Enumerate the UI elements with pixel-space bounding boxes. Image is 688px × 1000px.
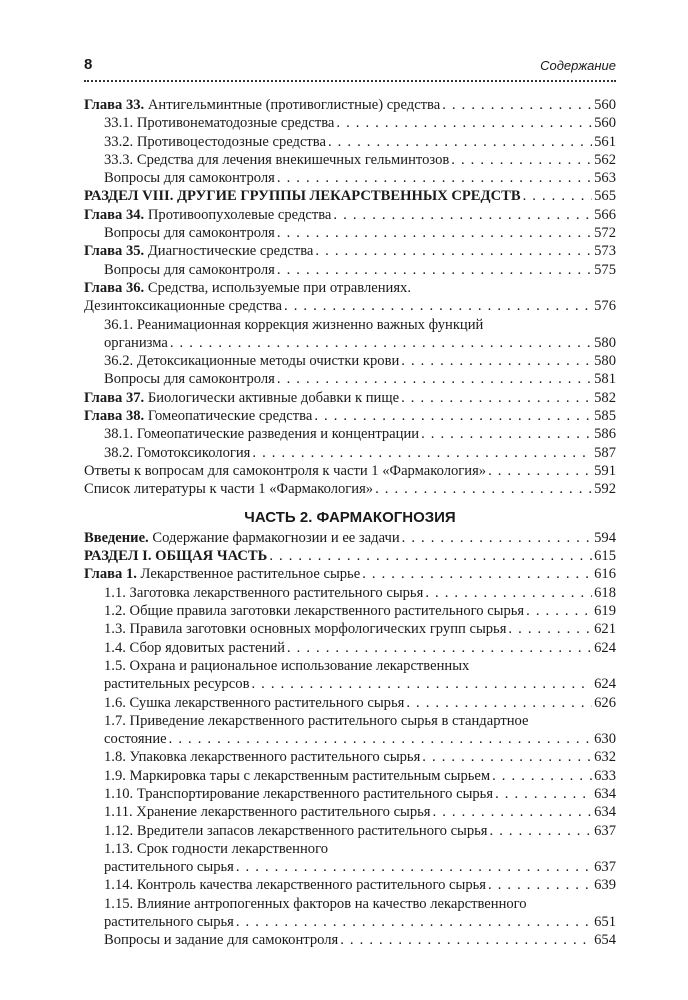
- dot-leader: [328, 133, 592, 151]
- toc-entry-label: [84, 206, 331, 224]
- dot-leader: [421, 425, 592, 443]
- toc-entry-title: Содержание фармакогнозии и ее задачи: [148, 529, 400, 546]
- toc-entry-label: [104, 620, 506, 638]
- toc-entry-title: 1.1. Заготовка лекарственного растительного сырья: [104, 584, 424, 601]
- toc-entry-label: [104, 767, 490, 785]
- toc-entry-page: 560: [594, 97, 616, 113]
- toc-entry[interactable]: [84, 565, 616, 583]
- toc-entry[interactable]: [84, 657, 616, 675]
- toc-entry-page: 566: [594, 206, 616, 223]
- toc-entry-chapter: Глава 36.: [84, 279, 145, 296]
- toc-entry-title: Список литературы к части 1 «Фармакология»: [84, 481, 374, 498]
- part-2-heading: ЧАСТЬ 2. ФАРМАКОГНОЗИЯ: [244, 508, 456, 526]
- toc-entry[interactable]: [84, 822, 616, 840]
- toc-entry-label: [104, 425, 419, 443]
- toc-entry-label: [104, 712, 528, 730]
- toc-entry[interactable]: [84, 876, 616, 894]
- toc-entry-title: растительного сырья: [104, 914, 234, 931]
- dot-leader: [375, 480, 592, 498]
- toc-entry-page: 634: [594, 785, 616, 802]
- toc-entry-title: 1.14. Контроль качества лекарственного растительного сырья: [104, 877, 486, 894]
- toc-entry-chapter: Глава 37.: [84, 389, 145, 406]
- toc-entry[interactable]: [84, 785, 616, 803]
- toc-entry-page: 586: [594, 426, 616, 443]
- dot-leader: [277, 261, 592, 279]
- toc-entry-title: состояние: [104, 731, 167, 748]
- dot-leader: [236, 858, 592, 876]
- toc-entry-label: [104, 639, 285, 657]
- toc-entry-title: 1.15. Влияние антропогенных факторов на качество лекарственного: [104, 895, 527, 912]
- toc-entry-title: 1.4. Сбор ядовитых растений: [104, 639, 285, 656]
- toc-entry-label: [104, 584, 423, 602]
- dot-leader: [340, 931, 592, 949]
- dot-leader: [287, 639, 592, 657]
- toc-entry-title: Антигельминтные (противоглистные) средства: [144, 97, 441, 113]
- dot-leader: [425, 584, 592, 602]
- toc-entry[interactable]: [84, 529, 616, 547]
- page-header: [84, 52, 616, 82]
- toc-entry-title: 1.8. Упаковка лекарственного растительного сырья: [104, 749, 421, 766]
- toc-entry[interactable]: [84, 913, 616, 931]
- toc-part-1: [84, 96, 616, 499]
- toc-entry[interactable]: [84, 620, 616, 638]
- toc-entry-chapter: Глава 35.: [84, 243, 145, 260]
- toc-entry[interactable]: [84, 858, 616, 876]
- toc-entry-title: растительных ресурсов: [104, 676, 250, 693]
- toc-entry-label: [104, 316, 483, 334]
- toc-entry[interactable]: [84, 639, 616, 657]
- toc-entry-page: 575: [594, 261, 616, 278]
- toc-entry[interactable]: [84, 352, 616, 370]
- toc-entry-label: [104, 657, 469, 675]
- toc-entry-label: [104, 151, 449, 169]
- dot-leader: [269, 547, 592, 565]
- toc-entry-page: 632: [594, 749, 616, 766]
- toc-entry-page: 587: [594, 444, 616, 461]
- toc-entry-page: 562: [594, 151, 616, 168]
- toc-entry-page: 592: [594, 481, 616, 498]
- toc-entry[interactable]: [84, 187, 616, 205]
- toc-entry-label: [84, 279, 411, 297]
- toc-entry-page: 621: [594, 621, 616, 638]
- toc-entry-label: [104, 334, 168, 352]
- toc-entry[interactable]: [84, 261, 616, 279]
- toc-entry[interactable]: [84, 444, 616, 462]
- toc-entry-label: [104, 694, 404, 712]
- toc-entry-page: 591: [594, 462, 616, 479]
- dot-leader: [402, 529, 592, 547]
- dot-leader: [401, 352, 592, 370]
- toc-entry-page: 630: [594, 731, 616, 748]
- toc-entry-label: [104, 822, 488, 840]
- dot-leader: [451, 151, 592, 169]
- toc-entry[interactable]: [84, 224, 616, 242]
- toc-entry-page: 560: [594, 115, 616, 132]
- toc-entry[interactable]: [84, 547, 616, 565]
- toc-entry-page: 581: [594, 371, 616, 388]
- toc-entry[interactable]: [84, 407, 616, 425]
- dot-leader: [490, 822, 593, 840]
- toc-entry-label: [84, 242, 313, 260]
- toc-entry[interactable]: [84, 114, 616, 132]
- toc-entry-chapter: Глава 1.: [84, 566, 137, 583]
- toc-entry-title: Вопросы для самоконтроля: [104, 261, 275, 278]
- dot-leader: [508, 620, 592, 638]
- toc-entry-title: 1.6. Сушка лекарственного растительного сырья: [104, 694, 405, 711]
- toc-entry[interactable]: [84, 462, 616, 480]
- toc-entry-label: [84, 187, 521, 205]
- toc-entry-page: 624: [594, 676, 616, 693]
- toc-entry-title: 38.1. Гомеопатические разведения и концентрации: [104, 426, 420, 443]
- dot-leader: [362, 565, 592, 583]
- toc-entry-page: 637: [594, 859, 616, 876]
- dot-leader: [442, 96, 592, 114]
- dot-leader: [433, 803, 593, 821]
- toc-entry-label: [104, 370, 275, 388]
- dot-leader: [422, 748, 592, 766]
- dot-leader: [333, 206, 592, 224]
- toc-entry[interactable]: [84, 712, 616, 730]
- toc-entry-page: 619: [594, 603, 616, 620]
- dot-leader: [523, 187, 593, 205]
- toc-entry-title: 1.9. Маркировка тары с лекарственным растительным сырьем: [104, 767, 491, 784]
- dot-leader: [277, 224, 592, 242]
- toc-entry-page: 639: [594, 877, 616, 894]
- toc-entry-label: [104, 858, 234, 876]
- toc-entry-title: 1.7. Приведение лекарственного растительного сырья в стандартное: [104, 712, 529, 729]
- toc-entry-title: Лекарственное растительное сырье: [136, 566, 361, 583]
- toc-entry[interactable]: [84, 694, 616, 712]
- toc-entry[interactable]: [84, 803, 616, 821]
- toc-entry-chapter: Глава 34.: [84, 206, 145, 223]
- dot-leader: [251, 675, 592, 693]
- toc-entry-page: 565: [594, 188, 616, 205]
- toc-entry-label: [104, 931, 338, 949]
- toc-entry[interactable]: [84, 316, 616, 334]
- dot-leader: [495, 785, 592, 803]
- toc-entry-title: 33.3. Средства для лечения внекишечных гельминтозов: [104, 151, 450, 168]
- toc-entry-page: 580: [594, 334, 616, 351]
- toc-entry-title: 1.13. Срок годности лекарственного: [104, 840, 328, 857]
- toc-entry-title: РАЗДЕЛ I. ОБЩАЯ ЧАСТЬ: [84, 548, 268, 565]
- toc-entry-page: 637: [594, 822, 616, 839]
- toc-entry[interactable]: [84, 151, 616, 169]
- dot-leader: [284, 297, 592, 315]
- dot-leader: [252, 444, 592, 462]
- toc-entry-page: 563: [594, 170, 616, 187]
- toc-entry-chapter: Глава 33.: [84, 97, 145, 113]
- dot-leader: [315, 242, 592, 260]
- toc-entry-page: 654: [594, 932, 616, 949]
- toc-entry-page: 580: [594, 353, 616, 370]
- page-number: 8: [84, 56, 93, 73]
- dot-leader: [169, 730, 592, 748]
- dot-leader: [488, 876, 592, 894]
- toc-entry-label: [104, 114, 334, 132]
- toc-entry[interactable]: [84, 425, 616, 443]
- toc-entry-label: [84, 96, 440, 114]
- toc-entry-label: [104, 840, 328, 858]
- dot-leader: [492, 767, 592, 785]
- dot-leader: [336, 114, 592, 132]
- toc-entry-title: 36.2. Детоксикационные методы очистки крови: [104, 353, 400, 370]
- toc-entry[interactable]: [84, 895, 616, 913]
- toc-entry[interactable]: [84, 133, 616, 151]
- toc-part-2: [84, 529, 616, 950]
- toc-entry[interactable]: [84, 206, 616, 224]
- toc-entry-label: [104, 133, 326, 151]
- toc-entry-page: 573: [594, 243, 616, 260]
- toc-entry[interactable]: [84, 675, 616, 693]
- toc-entry-title: 33.2. Противоцестодозные средства: [104, 133, 326, 150]
- toc-entry-label: [84, 389, 399, 407]
- toc-entry[interactable]: [84, 480, 616, 498]
- toc-entry-label: [104, 913, 234, 931]
- toc-entry-page: 594: [594, 529, 616, 546]
- toc-entry-page: 651: [594, 914, 616, 931]
- toc-entry[interactable]: [84, 169, 616, 187]
- toc-entry-label: [104, 895, 527, 913]
- toc-entry-label: [84, 565, 360, 583]
- toc-entry-title: Дезинтоксикационные средства: [84, 298, 282, 315]
- toc-entry-page: 616: [594, 566, 616, 583]
- toc-entry-title: Гомеопатические средства: [144, 408, 313, 425]
- toc-entry[interactable]: [84, 297, 616, 315]
- toc-entry-page: 634: [594, 804, 616, 821]
- toc-entry-title: растительного сырья: [104, 859, 234, 876]
- toc-entry-label: [104, 730, 167, 748]
- toc-entry[interactable]: [84, 370, 616, 388]
- toc-entry-title: Противоопухолевые средства: [144, 206, 332, 223]
- toc-entry-page: 561: [594, 133, 616, 150]
- dot-leader: [170, 334, 592, 352]
- toc-entry[interactable]: [84, 840, 616, 858]
- toc-entry-title: 1.3. Правила заготовки основных морфологических групп сырья: [104, 621, 507, 638]
- toc-entry-label: [104, 602, 524, 620]
- toc-entry-label: [104, 785, 493, 803]
- toc-entry-page: 585: [594, 408, 616, 425]
- toc-entry[interactable]: [84, 96, 616, 114]
- toc-entry-title: Вопросы для самоконтроля: [104, 371, 275, 388]
- toc-entry[interactable]: [84, 584, 616, 602]
- toc-entry-label: [84, 297, 282, 315]
- toc-entry-title: 36.1. Реанимационная коррекция жизненно важных функций: [104, 316, 484, 333]
- dot-leader: [277, 169, 592, 187]
- toc-entry[interactable]: [84, 279, 616, 297]
- dot-leader: [236, 913, 592, 931]
- dot-leader: [277, 370, 592, 388]
- toc-entry-title: Вопросы для самоконтроля: [104, 225, 275, 242]
- toc-entry-title: 1.12. Вредители запасов лекарственного растительного сырья: [104, 822, 488, 839]
- toc-entry-label: [104, 352, 399, 370]
- toc-entry-title: 38.2. Гомотоксикология: [104, 444, 251, 461]
- toc-entry[interactable]: [84, 389, 616, 407]
- toc-entry-label: [84, 407, 312, 425]
- toc-entry-title: Ответы к вопросам для самоконтроля к части 1 «Фармакология»: [84, 462, 487, 479]
- toc-entry-label: [104, 803, 431, 821]
- toc-entry[interactable]: [84, 748, 616, 766]
- toc-entry-title: организма: [104, 334, 168, 351]
- table-of-contents: [84, 96, 616, 950]
- toc-entry-label: [84, 547, 267, 565]
- toc-entry-label: [104, 224, 275, 242]
- toc-entry-title: Биологически активные добавки к пище: [144, 389, 400, 406]
- toc-entry-title: 1.2. Общие правила заготовки лекарственного растительного сырья: [104, 603, 525, 620]
- toc-entry-label: [104, 261, 275, 279]
- toc-entry-title: 1.11. Хранение лекарственного растительного сырья: [104, 804, 431, 821]
- toc-entry-title: 33.1. Противонематодозные средства: [104, 115, 335, 132]
- toc-entry[interactable]: [84, 602, 616, 620]
- toc-entry[interactable]: [84, 242, 616, 260]
- dot-leader: [314, 407, 592, 425]
- dot-leader: [526, 602, 592, 620]
- toc-entry-title: Средства, используемые при отравлениях.: [144, 279, 412, 296]
- toc-entry-label: [84, 462, 486, 480]
- toc-entry-page: 618: [594, 584, 616, 601]
- toc-entry-title: Вопросы и задание для самоконтроля: [104, 932, 339, 949]
- toc-entry[interactable]: [84, 334, 616, 352]
- toc-entry[interactable]: [84, 931, 616, 949]
- toc-entry-chapter: Введение.: [84, 529, 149, 546]
- toc-entry-page: 624: [594, 639, 616, 656]
- toc-entry-title: Вопросы для самоконтроля: [104, 170, 275, 187]
- toc-entry-label: [84, 480, 373, 498]
- toc-entry-label: [104, 675, 249, 693]
- toc-entry[interactable]: [84, 730, 616, 748]
- dot-leader: [401, 389, 592, 407]
- toc-entry-page: 582: [594, 389, 616, 406]
- toc-entry-title: РАЗДЕЛ VIII. ДРУГИЕ ГРУППЫ ЛЕКАРСТВЕННЫХ СРЕДСТВ: [84, 188, 521, 205]
- dot-leader: [406, 694, 592, 712]
- toc-entry-label: [104, 748, 420, 766]
- toc-entry-chapter: Глава 38.: [84, 408, 145, 425]
- toc-entry-page: 615: [594, 548, 616, 565]
- toc-entry-page: 626: [594, 694, 616, 711]
- toc-entry-page: 576: [594, 298, 616, 315]
- toc-entry-page: 572: [594, 225, 616, 242]
- toc-entry-title: Диагностические средства: [144, 243, 314, 260]
- dot-leader: [488, 462, 592, 480]
- toc-entry-title: 1.5. Охрана и рациональное использование лекарственных: [104, 657, 470, 674]
- toc-entry-label: [104, 876, 486, 894]
- toc-entry-label: [104, 444, 250, 462]
- toc-entry[interactable]: [84, 767, 616, 785]
- toc-entry-page: 633: [594, 767, 616, 784]
- toc-entry-label: [84, 529, 400, 547]
- running-title: Содержание: [540, 58, 616, 73]
- toc-entry-title: 1.10. Транспортирование лекарственного растительного сырья: [104, 785, 494, 802]
- toc-entry-label: [104, 169, 275, 187]
